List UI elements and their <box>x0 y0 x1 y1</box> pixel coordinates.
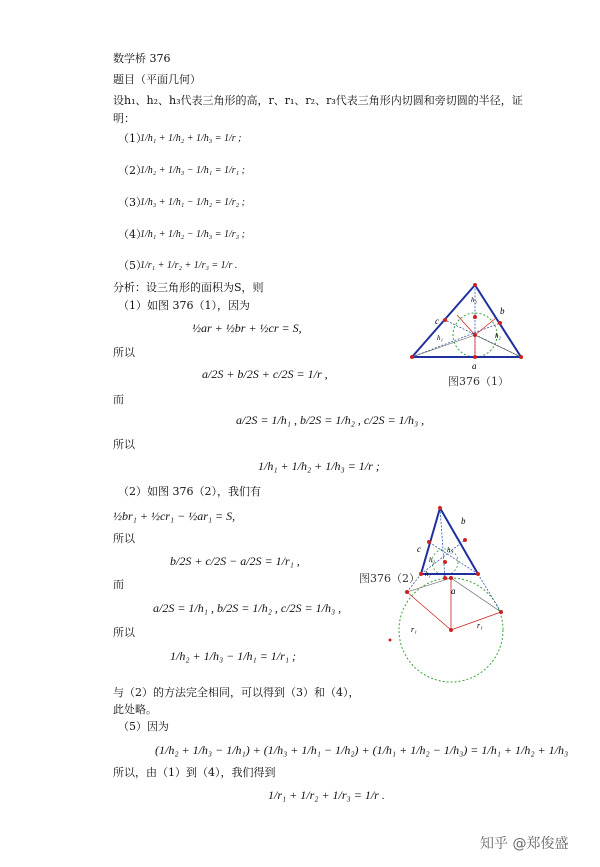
item-4-formula: 1/h₁ + 1/h₂ − 1/h₃ = 1/r₃ ; <box>140 229 245 240</box>
part2-intro: （2）如图 376（2），我们有 <box>118 485 261 498</box>
item-2-label: （2） <box>118 164 147 177</box>
part1-eq2: a/2S + b/2S + c/2S = 1/r , <box>202 367 328 381</box>
and-1: 而 <box>113 393 124 406</box>
part1-eq4: 1/h₁ + 1/h₂ + 1/h₃ = 1/r ; <box>258 459 380 473</box>
label-h2: h₂ <box>495 332 501 340</box>
fig2-label-a: a <box>451 586 456 596</box>
item-1-label: （1） <box>118 132 147 145</box>
part1-intro: （1）如图 376（1），因为 <box>118 299 250 312</box>
part1-eq1: ½ar + ½br + ½cr = S, <box>192 321 302 335</box>
part2-eq4: 1/h₂ + 1/h₃ − 1/h₁ = 1/r₁ ; <box>170 649 296 663</box>
label-h3: h₃ <box>471 296 477 304</box>
and-2: 而 <box>113 578 124 591</box>
part34-line-1: 与（2）的方法完全相同，可以得到（3）和（4）， <box>113 686 360 699</box>
label-h1: h₁ <box>437 334 443 342</box>
triangle <box>412 285 521 357</box>
part5-eq2: 1/r₁ + 1/r₂ + 1/r₃ = 1/r . <box>268 788 385 802</box>
item-2-formula: 1/h₂ + 1/h₃ − 1/h₁ = 1/r₁ ; <box>140 165 245 176</box>
analysis-line: 分析：设三角形的面积为S，则 <box>113 281 264 294</box>
fig2-label-h3: h₃ <box>447 546 453 554</box>
label-a: a <box>472 361 477 370</box>
figure-376-2 <box>385 500 515 685</box>
fig2-label-r1-left: r₁ <box>411 625 417 634</box>
fig2-label-r1-right: r₁ <box>477 621 483 630</box>
watermark: 知乎 @郑俊盛 <box>480 836 569 852</box>
item-4-label: （4） <box>118 228 147 241</box>
part2-eq2: b/2S + c/2S − a/2S = 1/r₁ , <box>170 554 300 568</box>
item-5-label: （5） <box>118 259 147 272</box>
part2-eq1: ½br₁ + ½cr₁ − ½ar₁ = S, <box>113 509 236 523</box>
part2-eq3: a/2S = 1/h₁ , b/2S = 1/h₂ , c/2S = 1/h₃ , <box>153 601 342 615</box>
figure-376-1-caption: 图376（1） <box>448 375 509 388</box>
fig2-label-c: c <box>417 544 421 554</box>
problem-line-2: 明： <box>113 112 135 125</box>
part5-eq1: (1/h₂ + 1/h₃ − 1/h₁) + (1/h₃ + 1/h₁ − 1/h₂) + (1/h₁ + 1/h₂ − 1/h₃) = 1/h₁ + 1/h₂ + 1/h₃ <box>155 743 569 757</box>
label-b: b <box>500 306 505 316</box>
part1-eq3: a/2S = 1/h₁ , b/2S = 1/h₂ , c/2S = 1/h₃ , <box>236 413 425 427</box>
fig2-label-b: b <box>461 516 466 526</box>
part5-intro: （5）因为 <box>118 720 169 733</box>
problem-line-1: 设h₁、h₂、h₃代表三角形的高，r、r₁、r₂、r₃代表三角形内切圆和旁切圆的半径，证 <box>113 94 523 107</box>
figure-376-2-caption: 图376（2） <box>359 572 420 585</box>
item-5-formula: 1/r₁ + 1/r₂ + 1/r₃ = 1/r . <box>140 260 238 271</box>
so-1: 所以 <box>113 346 135 359</box>
item-3-label: （3） <box>118 196 147 209</box>
part34-line-2: 此处略。 <box>113 703 157 716</box>
doc-subtitle: 题目（平面几何） <box>113 73 201 86</box>
doc-title: 数学桥 376 <box>113 52 171 65</box>
so-3: 所以 <box>113 532 135 545</box>
part5-conclusion: 所以，由（1）到（4），我们得到 <box>113 766 276 779</box>
fig2-label-h2: h₂ <box>429 556 435 564</box>
item-1-formula: 1/h₁ + 1/h₂ + 1/h₃ = 1/r ; <box>140 133 242 144</box>
so-2: 所以 <box>113 438 135 451</box>
label-c: c <box>435 316 439 326</box>
so-4: 所以 <box>113 626 135 639</box>
fig2-label-h1: h₁ <box>425 570 431 578</box>
figure-376-1 <box>405 280 535 370</box>
item-3-formula: 1/h₃ + 1/h₁ − 1/h₂ = 1/r₂ ; <box>140 197 245 208</box>
